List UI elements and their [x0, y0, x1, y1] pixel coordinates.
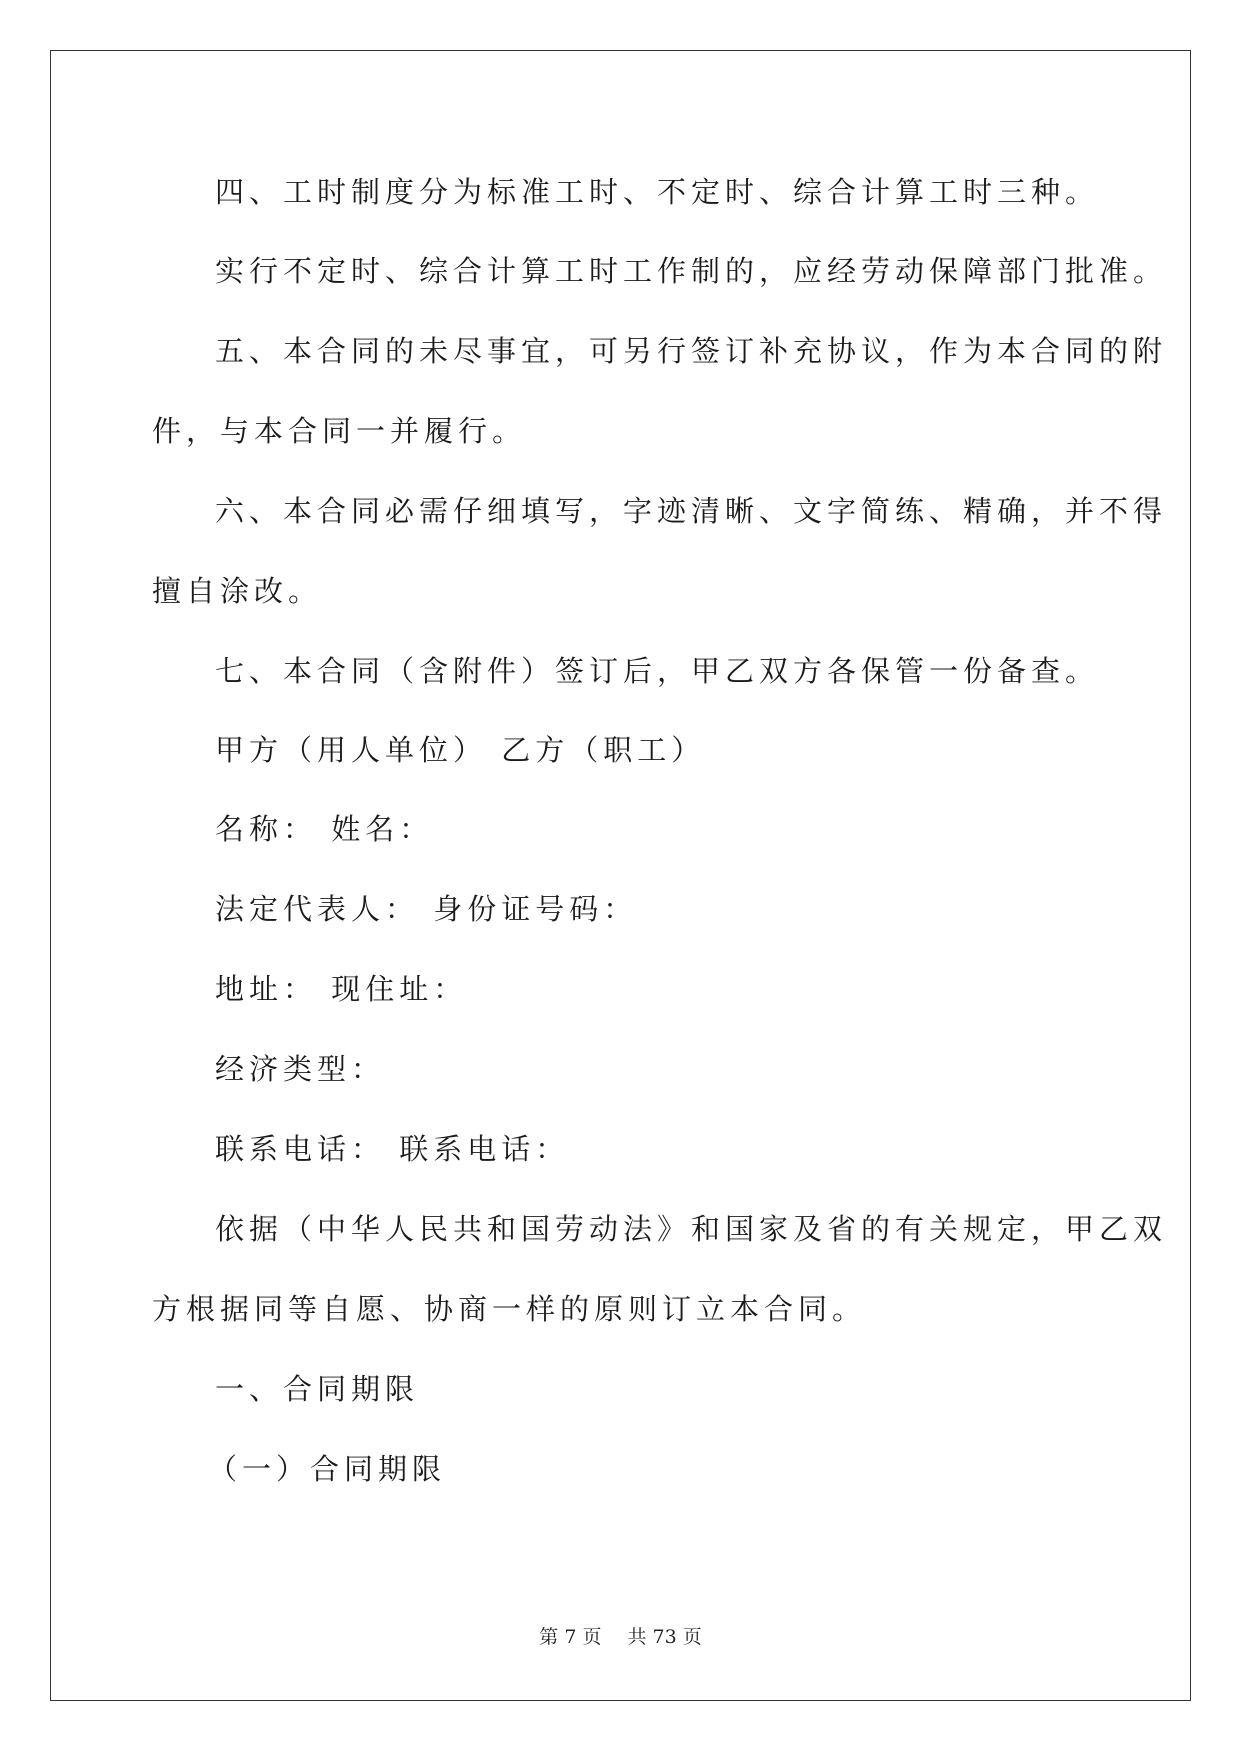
paragraph-line: 实行不定时、综合计算工时工作制的，应经劳动保障部门批准。 — [215, 254, 1168, 288]
paragraph-line: 经济类型： — [215, 1052, 386, 1086]
paragraph-line: 五、本合同的未尽事宜，可另行签订补充协议，作为本合同的附 — [215, 334, 1168, 368]
paragraph-line: 依据（中华人民共和国劳动法》和国家及省的有关规定，甲乙双 — [215, 1212, 1168, 1246]
paragraph-line: 六、本合同必需仔细填写，字迹清晰、文字简练、精确，并不得 — [215, 494, 1168, 528]
page-number: 第 7 页 — [539, 1626, 602, 1648]
paragraph-line: 地址： 现住址： — [215, 972, 468, 1006]
subsection-heading: （一）合同期限 — [208, 1452, 447, 1486]
paragraph-line: 擅自涂改。 — [152, 574, 323, 608]
page-total: 共 73 页 — [627, 1626, 702, 1648]
paragraph-line: 方根据同等自愿、协商一样的原则订立本合同。 — [152, 1292, 867, 1326]
paragraph-line: 件，与本合同一并履行。 — [152, 414, 527, 448]
paragraph-line: 四、工时制度分为标准工时、不定时、综合计算工时三种。 — [215, 175, 1100, 209]
paragraph-line: 联系电话： 联系电话： — [215, 1132, 570, 1166]
paragraph-line: 名称： 姓名： — [215, 812, 434, 846]
paragraph-line: 甲方（用人单位） 乙方（职工） — [215, 733, 706, 767]
section-heading: 一、合同期限 — [215, 1372, 420, 1406]
page-footer — [0, 1622, 1241, 1649]
paragraph-line: 七、本合同（含附件）签订后，甲乙双方各保管一份备查。 — [215, 654, 1100, 688]
paragraph-line: 法定代表人： 身份证号码： — [215, 892, 638, 926]
